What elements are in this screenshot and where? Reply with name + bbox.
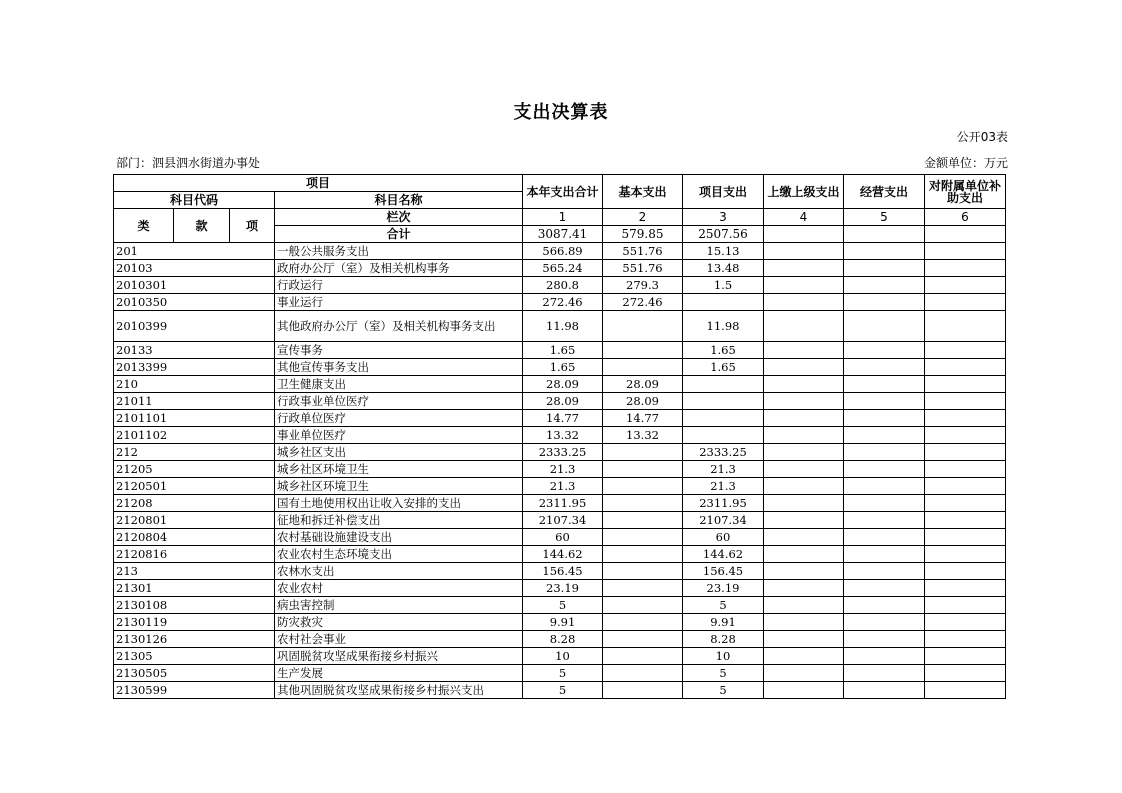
subject-name: 防灾救灾 — [275, 614, 523, 631]
header-col-6: 对附属单位补助支出 — [925, 175, 1006, 209]
subject-code: 2120804 — [114, 529, 275, 546]
subject-code: 2120501 — [114, 478, 275, 495]
header-xiang: 项 — [230, 209, 275, 243]
amount-unit-label: 金额单位：万元 — [923, 156, 1008, 170]
amount-col-3: 1.65 — [683, 342, 764, 359]
subject-code: 2130108 — [114, 597, 275, 614]
amount-col-5 — [844, 243, 925, 260]
amount-col-1: 13.32 — [523, 427, 603, 444]
table-row — [114, 260, 1006, 277]
subject-name: 事业运行 — [275, 294, 523, 311]
amount-col-6 — [925, 342, 1006, 359]
amount-col-2: 279.3 — [603, 277, 683, 294]
amount-col-1: 2107.34 — [523, 512, 603, 529]
table-body — [114, 243, 1006, 699]
amount-col-6 — [925, 529, 1006, 546]
subject-name: 征地和拆迁补偿支出 — [275, 512, 523, 529]
subject-name: 农业农村生态环境支出 — [275, 546, 523, 563]
amount-col-3 — [683, 427, 764, 444]
header-project: 项目 — [114, 175, 523, 192]
amount-col-5 — [844, 665, 925, 682]
amount-col-5 — [844, 614, 925, 631]
amount-col-5 — [844, 294, 925, 311]
subject-name: 行政单位医疗 — [275, 410, 523, 427]
amount-col-2 — [603, 311, 683, 342]
amount-col-1: 60 — [523, 529, 603, 546]
header-col-5: 经营支出 — [844, 175, 925, 209]
subject-code: 21205 — [114, 461, 275, 478]
table-row — [114, 393, 1006, 410]
amount-col-4 — [764, 529, 844, 546]
amount-col-4 — [764, 614, 844, 631]
amount-col-6 — [925, 260, 1006, 277]
amount-col-1: 144.62 — [523, 546, 603, 563]
amount-col-4 — [764, 243, 844, 260]
subject-name: 城乡社区环境卫生 — [275, 461, 523, 478]
amount-col-6 — [925, 546, 1006, 563]
amount-col-2 — [603, 580, 683, 597]
subject-code: 2013399 — [114, 359, 275, 376]
amount-col-5 — [844, 376, 925, 393]
amount-col-6 — [925, 311, 1006, 342]
amount-col-5 — [844, 597, 925, 614]
amount-col-4 — [764, 311, 844, 342]
amount-col-6 — [925, 512, 1006, 529]
table-row — [114, 665, 1006, 682]
amount-col-1: 5 — [523, 682, 603, 699]
subject-name: 城乡社区支出 — [275, 444, 523, 461]
table-row — [114, 376, 1006, 393]
amount-col-2 — [603, 529, 683, 546]
amount-col-3: 2311.95 — [683, 495, 764, 512]
total-value-4 — [764, 226, 844, 243]
table-row — [114, 294, 1006, 311]
amount-col-4 — [764, 665, 844, 682]
subject-code: 20103 — [114, 260, 275, 277]
amount-col-3: 156.45 — [683, 563, 764, 580]
amount-col-5 — [844, 495, 925, 512]
table-row — [114, 311, 1006, 342]
amount-col-3 — [683, 410, 764, 427]
amount-col-6 — [925, 277, 1006, 294]
table-row — [114, 359, 1006, 376]
amount-col-6 — [925, 597, 1006, 614]
amount-col-6 — [925, 478, 1006, 495]
amount-col-4 — [764, 682, 844, 699]
amount-col-6 — [925, 410, 1006, 427]
amount-col-3: 15.13 — [683, 243, 764, 260]
header-kuan: 款 — [174, 209, 230, 243]
amount-col-5 — [844, 631, 925, 648]
amount-col-6 — [925, 665, 1006, 682]
subject-code: 21011 — [114, 393, 275, 410]
subject-code: 2101102 — [114, 427, 275, 444]
header-col-1: 本年支出合计 — [523, 175, 603, 209]
total-value-1: 3087.41 — [523, 226, 603, 243]
amount-col-6 — [925, 682, 1006, 699]
header-col-4: 上缴上级支出 — [764, 175, 844, 209]
amount-col-2 — [603, 546, 683, 563]
subject-name: 其他政府办公厅（室）及相关机构事务支出 — [275, 311, 523, 342]
amount-col-4 — [764, 597, 844, 614]
amount-col-6 — [925, 444, 1006, 461]
table-row — [114, 512, 1006, 529]
amount-col-3: 10 — [683, 648, 764, 665]
amount-col-4 — [764, 427, 844, 444]
amount-col-6 — [925, 563, 1006, 580]
amount-col-2 — [603, 512, 683, 529]
amount-col-2: 272.46 — [603, 294, 683, 311]
amount-col-5 — [844, 342, 925, 359]
amount-col-1: 11.98 — [523, 311, 603, 342]
subject-code: 21305 — [114, 648, 275, 665]
amount-col-5 — [844, 529, 925, 546]
amount-col-2 — [603, 461, 683, 478]
subject-code: 20133 — [114, 342, 275, 359]
table-row — [114, 682, 1006, 699]
amount-col-4 — [764, 631, 844, 648]
amount-col-6 — [925, 648, 1006, 665]
amount-col-1: 156.45 — [523, 563, 603, 580]
amount-col-5 — [844, 563, 925, 580]
table-row — [114, 243, 1006, 260]
amount-col-2 — [603, 342, 683, 359]
subject-code: 2120801 — [114, 512, 275, 529]
total-value-2: 579.85 — [603, 226, 683, 243]
subject-name: 农林水支出 — [275, 563, 523, 580]
amount-col-6 — [925, 359, 1006, 376]
amount-col-1: 5 — [523, 665, 603, 682]
amount-col-2: 28.09 — [603, 376, 683, 393]
amount-col-2: 28.09 — [603, 393, 683, 410]
amount-col-5 — [844, 410, 925, 427]
amount-col-1: 5 — [523, 597, 603, 614]
header-lanci: 栏次 — [275, 209, 523, 226]
amount-col-4 — [764, 260, 844, 277]
amount-col-5 — [844, 478, 925, 495]
amount-col-2 — [603, 495, 683, 512]
amount-col-3: 5 — [683, 682, 764, 699]
subject-code: 2130505 — [114, 665, 275, 682]
header-subject-code: 科目代码 — [114, 192, 275, 209]
amount-col-5 — [844, 512, 925, 529]
amount-col-3: 23.19 — [683, 580, 764, 597]
table-row — [114, 580, 1006, 597]
amount-col-1: 8.28 — [523, 631, 603, 648]
amount-col-5 — [844, 682, 925, 699]
amount-col-3: 144.62 — [683, 546, 764, 563]
amount-col-2: 551.76 — [603, 260, 683, 277]
amount-col-6 — [925, 294, 1006, 311]
subject-name: 宣传事务 — [275, 342, 523, 359]
table-row — [114, 427, 1006, 444]
subject-code: 201 — [114, 243, 275, 260]
amount-col-1: 272.46 — [523, 294, 603, 311]
amount-col-1: 28.09 — [523, 376, 603, 393]
subject-name: 其他宣传事务支出 — [275, 359, 523, 376]
amount-col-5 — [844, 311, 925, 342]
amount-col-2 — [603, 648, 683, 665]
amount-col-3: 11.98 — [683, 311, 764, 342]
amount-col-4 — [764, 410, 844, 427]
amount-col-5 — [844, 393, 925, 410]
amount-col-4 — [764, 461, 844, 478]
amount-col-2 — [603, 359, 683, 376]
amount-col-1: 23.19 — [523, 580, 603, 597]
table-row — [114, 546, 1006, 563]
table-row — [114, 410, 1006, 427]
amount-col-1: 21.3 — [523, 478, 603, 495]
subject-name: 其他巩固脱贫攻坚成果衔接乡村振兴支出 — [275, 682, 523, 699]
amount-col-6 — [925, 495, 1006, 512]
col-num-6: 6 — [925, 209, 1006, 226]
amount-col-2 — [603, 682, 683, 699]
subject-name: 一般公共服务支出 — [275, 243, 523, 260]
amount-col-1: 1.65 — [523, 359, 603, 376]
amount-col-1: 565.24 — [523, 260, 603, 277]
page-title: 支出决算表 — [513, 102, 609, 123]
table-row — [114, 444, 1006, 461]
amount-col-1: 10 — [523, 648, 603, 665]
subject-name: 生产发展 — [275, 665, 523, 682]
amount-col-5 — [844, 546, 925, 563]
amount-col-2: 551.76 — [603, 243, 683, 260]
subject-code: 213 — [114, 563, 275, 580]
subject-code: 2101101 — [114, 410, 275, 427]
amount-col-2 — [603, 614, 683, 631]
header-subject-name: 科目名称 — [275, 192, 523, 209]
table-row — [114, 563, 1006, 580]
amount-col-1: 9.91 — [523, 614, 603, 631]
amount-col-4 — [764, 546, 844, 563]
amount-col-2 — [603, 478, 683, 495]
col-num-2: 2 — [603, 209, 683, 226]
amount-col-3: 2107.34 — [683, 512, 764, 529]
subject-name: 农业农村 — [275, 580, 523, 597]
subject-name: 事业单位医疗 — [275, 427, 523, 444]
subject-name: 巩固脱贫攻坚成果衔接乡村振兴 — [275, 648, 523, 665]
amount-col-3 — [683, 376, 764, 393]
amount-col-6 — [925, 614, 1006, 631]
table-row — [114, 478, 1006, 495]
subject-code: 2010350 — [114, 294, 275, 311]
amount-col-4 — [764, 444, 844, 461]
amount-col-2 — [603, 444, 683, 461]
header-lei: 类 — [114, 209, 174, 243]
subject-code: 2130599 — [114, 682, 275, 699]
amount-col-4 — [764, 563, 844, 580]
header-col-2: 基本支出 — [603, 175, 683, 209]
amount-col-3: 21.3 — [683, 478, 764, 495]
amount-col-5 — [844, 580, 925, 597]
amount-col-4 — [764, 359, 844, 376]
amount-col-2 — [603, 563, 683, 580]
total-value-3: 2507.56 — [683, 226, 764, 243]
department-label: 部门：泗县泗水街道办事处 — [116, 156, 261, 170]
table-row — [114, 529, 1006, 546]
amount-col-4 — [764, 648, 844, 665]
form-number: 公开03表 — [956, 130, 1008, 144]
amount-col-1: 566.89 — [523, 243, 603, 260]
subject-code: 210 — [114, 376, 275, 393]
col-num-3: 3 — [683, 209, 764, 226]
amount-col-3: 5 — [683, 665, 764, 682]
amount-col-3 — [683, 294, 764, 311]
amount-col-4 — [764, 342, 844, 359]
subject-code: 2010301 — [114, 277, 275, 294]
table-row — [114, 342, 1006, 359]
amount-col-4 — [764, 376, 844, 393]
amount-col-2: 13.32 — [603, 427, 683, 444]
table-row — [114, 277, 1006, 294]
amount-col-4 — [764, 277, 844, 294]
subject-code: 2010399 — [114, 311, 275, 342]
amount-col-2 — [603, 597, 683, 614]
amount-col-2: 14.77 — [603, 410, 683, 427]
amount-col-4 — [764, 512, 844, 529]
amount-col-5 — [844, 359, 925, 376]
amount-col-3: 9.91 — [683, 614, 764, 631]
amount-col-3: 8.28 — [683, 631, 764, 648]
amount-col-2 — [603, 665, 683, 682]
subject-name: 农村基础设施建设支出 — [275, 529, 523, 546]
col-num-5: 5 — [844, 209, 925, 226]
amount-col-6 — [925, 393, 1006, 410]
table-row — [114, 461, 1006, 478]
subject-code: 21301 — [114, 580, 275, 597]
header-col-3: 项目支出 — [683, 175, 764, 209]
col-num-4: 4 — [764, 209, 844, 226]
amount-col-4 — [764, 580, 844, 597]
amount-col-1: 1.65 — [523, 342, 603, 359]
subject-name: 行政事业单位医疗 — [275, 393, 523, 410]
subject-name: 国有土地使用权出让收入安排的支出 — [275, 495, 523, 512]
table-row — [114, 495, 1006, 512]
amount-col-5 — [844, 461, 925, 478]
amount-col-4 — [764, 478, 844, 495]
col-num-1: 1 — [523, 209, 603, 226]
amount-col-4 — [764, 393, 844, 410]
subject-code: 2130119 — [114, 614, 275, 631]
amount-col-5 — [844, 277, 925, 294]
amount-col-6 — [925, 427, 1006, 444]
subject-code: 2120816 — [114, 546, 275, 563]
amount-col-3: 60 — [683, 529, 764, 546]
amount-col-6 — [925, 631, 1006, 648]
amount-col-3: 1.65 — [683, 359, 764, 376]
amount-col-1: 2311.95 — [523, 495, 603, 512]
subject-name: 农村社会事业 — [275, 631, 523, 648]
total-value-5 — [844, 226, 925, 243]
subject-code: 2130126 — [114, 631, 275, 648]
subject-name: 病虫害控制 — [275, 597, 523, 614]
amount-col-5 — [844, 648, 925, 665]
amount-col-3: 5 — [683, 597, 764, 614]
amount-col-3 — [683, 393, 764, 410]
amount-col-1: 14.77 — [523, 410, 603, 427]
amount-col-5 — [844, 260, 925, 277]
amount-col-5 — [844, 444, 925, 461]
subject-name: 卫生健康支出 — [275, 376, 523, 393]
amount-col-6 — [925, 376, 1006, 393]
amount-col-4 — [764, 294, 844, 311]
table-row — [114, 597, 1006, 614]
amount-col-1: 28.09 — [523, 393, 603, 410]
expenditure-table — [113, 174, 1006, 699]
amount-col-5 — [844, 427, 925, 444]
amount-col-2 — [603, 631, 683, 648]
amount-col-3: 2333.25 — [683, 444, 764, 461]
table-row — [114, 631, 1006, 648]
subject-name: 城乡社区环境卫生 — [275, 478, 523, 495]
table-row — [114, 614, 1006, 631]
amount-col-1: 2333.25 — [523, 444, 603, 461]
subject-code: 21208 — [114, 495, 275, 512]
subject-name: 政府办公厅（室）及相关机构事务 — [275, 260, 523, 277]
subject-name: 行政运行 — [275, 277, 523, 294]
amount-col-6 — [925, 243, 1006, 260]
amount-col-1: 21.3 — [523, 461, 603, 478]
amount-col-6 — [925, 580, 1006, 597]
amount-col-1: 280.8 — [523, 277, 603, 294]
subject-code: 212 — [114, 444, 275, 461]
amount-col-3: 1.5 — [683, 277, 764, 294]
amount-col-3: 21.3 — [683, 461, 764, 478]
total-value-6 — [925, 226, 1006, 243]
amount-col-6 — [925, 461, 1006, 478]
amount-col-4 — [764, 495, 844, 512]
header-total: 合计 — [275, 226, 523, 243]
table-row — [114, 648, 1006, 665]
amount-col-3: 13.48 — [683, 260, 764, 277]
